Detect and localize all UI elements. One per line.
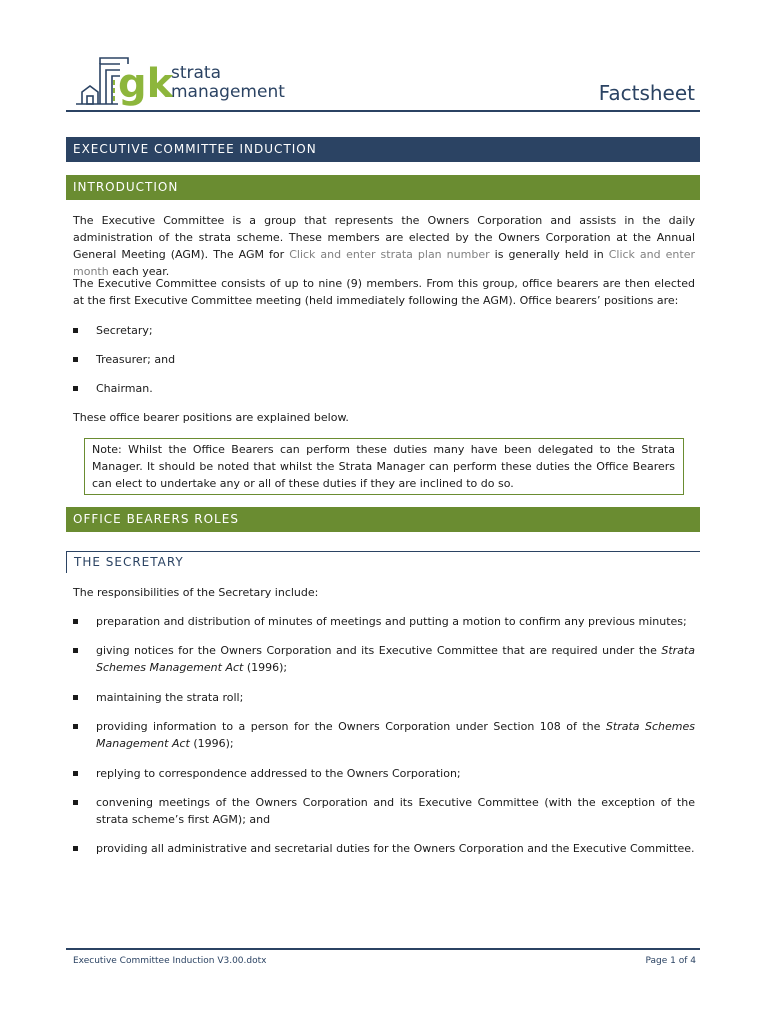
- office-bearers-heading: OFFICE BEARERS ROLES: [66, 507, 700, 532]
- duty-correspondence: replying to correspondence addressed to the Owners Corporation;: [96, 767, 461, 780]
- act-name: Strata Schemes Management Act: [96, 644, 695, 674]
- secretary-intro: The responsibilities of the Secretary include:: [73, 586, 319, 599]
- duty-information: providing information to a person for the Owners Corporation under Section 108 of the Strata Schemes Management Act (1996);: [96, 720, 695, 750]
- intro-text-a: The Executive Committee is a group that represents the Owners Corporation and assists in the daily administration of the strata scheme. These members are elected by the Owners Corporation at the Annual General Meeting (AGM). The AGM for: [73, 214, 695, 261]
- bullet-square-icon: [73, 648, 78, 653]
- intro-text-c: each year.: [108, 265, 170, 278]
- logo-gk-text: gk: [118, 61, 174, 107]
- logo-line1-text: strata: [171, 63, 222, 83]
- footer-divider: [66, 948, 700, 950]
- duty-notices: giving notices for the Owners Corporation and its Executive Committee that are required under the Strata Schemes Management Act (1996);: [96, 644, 695, 674]
- doc-type-label: Factsheet: [598, 81, 695, 105]
- duty-strata-roll: maintaining the strata roll;: [96, 691, 244, 704]
- duty-administrative: providing all administrative and secretarial duties for the Owners Corporation and the Executive Committee.: [96, 842, 695, 855]
- building-logo-icon: [74, 52, 304, 112]
- note-box: Note: Whilst the Office Bearers can perform these duties many have been delegated to the Strata Manager. It should be noted that whilst the Strata Manager can perform these duties the Office Bearers can elect to undertake any or all of these duties if they are inclined to do so.: [84, 438, 684, 495]
- bullet-square-icon: [73, 771, 78, 776]
- bullet-square-icon: [73, 695, 78, 700]
- bullet-square-icon: [73, 619, 78, 624]
- bullet-square-icon: [73, 846, 78, 851]
- position-chairman: Chairman.: [96, 382, 153, 395]
- intro-paragraph-2: The Executive Committee consists of up to nine (9) members. From this group, office bearers are then elected at the first Executive Committee meeting (held immediately following the AGM). Office bearers’ positions are:: [73, 277, 695, 307]
- strata-plan-number-field[interactable]: Click and enter strata plan number: [289, 248, 490, 261]
- duty-convening: convening meetings of the Owners Corporation and its Executive Committee (with the exception of the strata scheme’s first AGM); and: [96, 796, 695, 826]
- company-logo: [74, 52, 304, 112]
- bullet-square-icon: [73, 357, 78, 362]
- position-treasurer: Treasurer; and: [96, 353, 176, 366]
- logo-line2-text: management: [171, 82, 285, 102]
- duty-minutes: preparation and distribution of minutes of meetings and putting a motion to confirm any previous minutes;: [96, 615, 687, 628]
- intro-paragraph-1: [73, 212, 695, 280]
- introduction-heading: INTRODUCTION: [66, 175, 700, 200]
- header-divider: [66, 110, 700, 112]
- intro-text-b: is generally held in: [489, 248, 609, 261]
- page-number: Page 1 of 4: [645, 956, 696, 966]
- secretary-heading: THE SECRETARY: [66, 551, 700, 573]
- agm-month-field[interactable]: Click and enter month: [73, 248, 695, 278]
- document-title-bar: EXECUTIVE COMMITTEE INDUCTION: [66, 137, 700, 162]
- bullet-square-icon: [73, 724, 78, 729]
- act-name: Strata Schemes Management Act: [96, 720, 695, 750]
- bullet-square-icon: [73, 386, 78, 391]
- intro-paragraph-3: These office bearer positions are explained below.: [73, 411, 349, 424]
- footer-filename: Executive Committee Induction V3.00.dotx: [73, 956, 267, 966]
- bullet-square-icon: [73, 328, 78, 333]
- bullet-square-icon: [73, 800, 78, 805]
- position-secretary: Secretary;: [96, 324, 153, 337]
